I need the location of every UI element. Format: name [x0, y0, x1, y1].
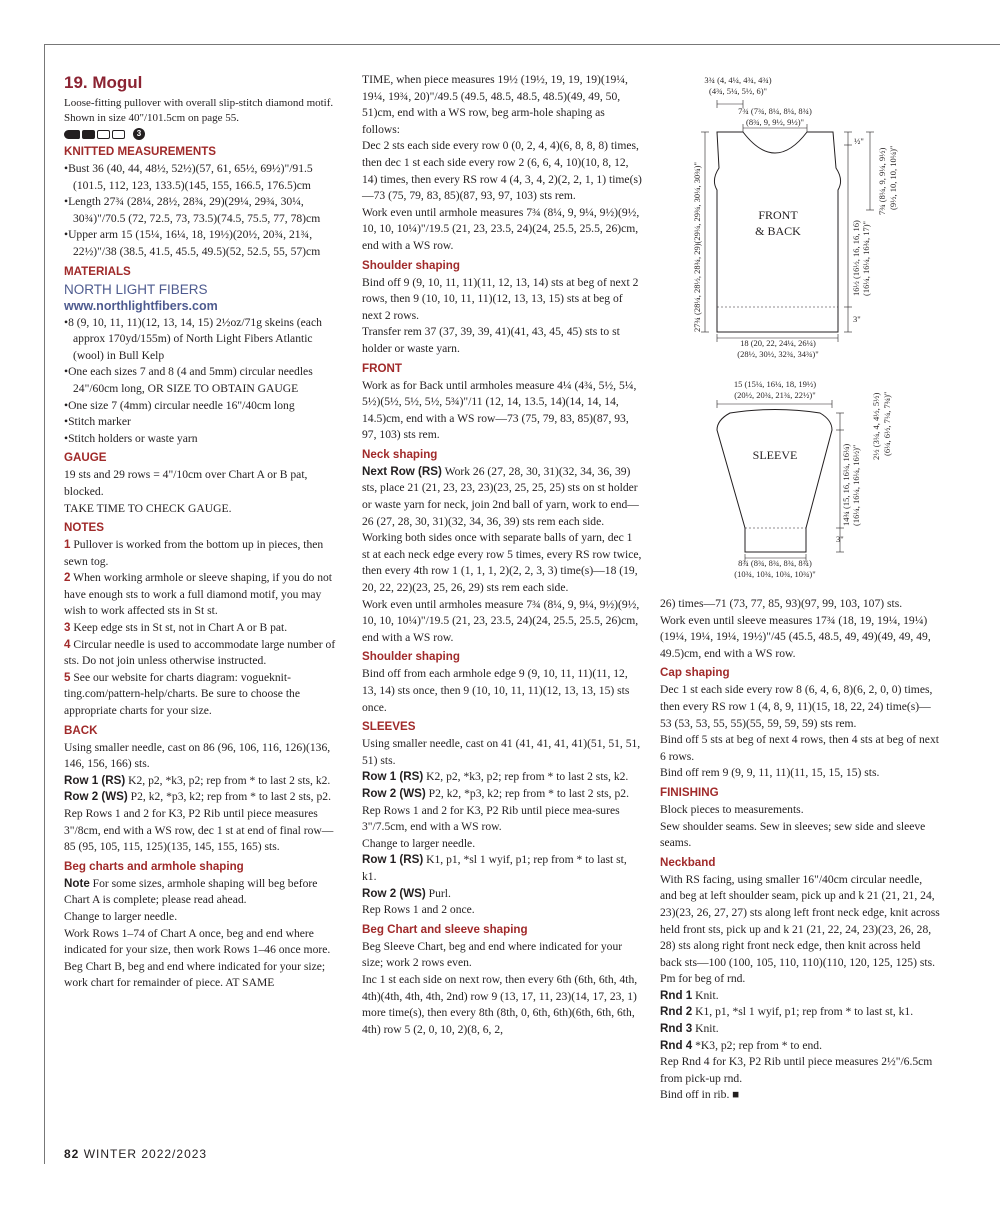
skill-pip-icon — [112, 130, 125, 139]
neck-width-1: 7¾ (7¾, 8¼, 8¼, 8¾) — [738, 106, 812, 116]
page-frame-left — [44, 44, 45, 1164]
sleeve-rep-rows: Rep Rows 1 and 2 once. — [362, 903, 475, 917]
section-heading-back: BACK — [64, 723, 98, 737]
sleeve-schematic — [717, 400, 844, 562]
neckband-bind-off: Bind off in rib. ■ — [660, 1088, 740, 1102]
armhole-decreases: Dec 2 sts each side every row 0 (0, 2, 4, 4)(6, 8, 8, 8) times, then dec 1 st each side every row 2 (6, 6, 4, 10)(10, 8, 12, 14) times, then every RS row 4 (4, 3, 4, 2)(2, 2, 1, 1) time(s)—73 (75, 79, 83, 85)(87, 93, 97, 103) sts rem. — [362, 139, 642, 203]
side-2: (16¼, 16¼, 16¾, 17)" — [861, 220, 871, 296]
sleeve-work-even: Work even until sleeve measures 17¾ (18, 19, 19¼, 19¼)(19¼, 19¼, 19¼, 19½)"/45 (45.5, 48.5, 49, 49)(49, 49, 49, 49.5)cm, end with a WS row. — [660, 613, 931, 660]
length-label: 27¾ (28¼, 28½, 28¾, 29)(29¼, 29¾, 30¼, 30¾)" — [692, 162, 702, 332]
note-text: Pullover is worked from the bottom up in pieces, then sewn tog. — [64, 538, 324, 568]
neckband-rnd-4: Rnd 4 *K3, p2; rep from * to end. — [660, 1038, 822, 1052]
cuff-1: 8¾ (8¾, 8¾, 8¾, 8¾) — [738, 558, 812, 568]
note-number: 3 — [64, 621, 71, 635]
neck-drop: ½" — [854, 136, 864, 146]
beg-charts-p2: Work Rows 1–74 of Chart A once, beg and end where indicated for your size, then work Rows 1–46 once more. — [64, 926, 331, 957]
shoulder-top-1: 3¾ (4, 4¼, 4¾, 4¾) — [704, 75, 772, 85]
page-frame-top — [44, 44, 1000, 45]
section-heading-finishing: FINISHING — [660, 785, 719, 799]
gauge-check: TAKE TIME TO CHECK GAUGE. — [64, 501, 232, 515]
front-text: Work as for Back until armholes measure 4¼ (4¾, 5½, 5¼, 5½)(5½, 5½, 5½, 5¾)"/11 (12, 14, 13.5, 14)(14, 14, 14, 14.5)cm, end with a WS row—73 (75, 79, 83, 85)(87, 93, 97, 103) sts rem. — [362, 378, 637, 442]
back-label: & BACK — [755, 224, 801, 238]
armhole-timing: TIME, when piece measures 19½ (19½, 19, 19, 19)(19¼, 19¼, 19¾, 20)"/49.5 (49.5, 48.5, 48.5, 48.5)(49, 49, 50, 51)cm, end with a WS row, beg arm-hole shaping as follows: — [362, 73, 628, 136]
section-heading-front: FRONT — [362, 361, 402, 375]
sleeve-rib: Rep Rows 1 and 2 for K3, P2 Rib until piece mea-sures 3"/7.5cm, end with a WS row. — [362, 803, 620, 834]
neck-next-row: Next Row (RS) Work 26 (27, 28, 30, 31)(32, 34, 36, 39) sts, place 21 (21, 23, 23, 23)(23, 25, 25, 25) sts on st holder or waste yarn for neck, join 2nd ball of yarn, work to end—26 (27, 28, 30, 31)(32, 34, 36, 39) sts rem each side. — [362, 464, 639, 528]
list-item: • One size 7 (4mm) circular needle 16"/40cm long — [64, 398, 344, 415]
materials-list — [64, 315, 344, 448]
cap-decreases: Dec 1 st each side every row 8 (6, 4, 6, 8)(6, 2, 0, 0) times, then every RS row 1 (4, 8, 9, 11)(15, 18, 22, 24) time(s)—53 (53, 53, 55, 55)(55, 59, 59, 59) sts rem. — [660, 683, 933, 730]
pattern-title: 19. Mogul — [64, 73, 143, 92]
column-1 — [64, 72, 344, 992]
section-heading-sleeve-chart: Beg Chart and sleeve shaping — [362, 922, 528, 936]
sleeve-chart-beg: Beg Sleeve Chart, beg and end where indicated for your size; work 2 rows even. — [362, 939, 623, 970]
sleeve-length-1: 14¾ (15, 16, 16¼, 16¼) — [841, 443, 851, 526]
section-heading-notes: NOTES — [64, 521, 104, 535]
note-item — [64, 537, 344, 570]
sleeve-row-2b: Row 2 (WS) Purl. — [362, 886, 451, 900]
shoulder-transfer: Transfer rem 37 (37, 39, 39, 41)(41, 43, 45, 45) sts to st holder or waste yarn. — [362, 325, 620, 355]
list-item: • Bust 36 (40, 44, 48½, 52½)(57, 61, 65½, 69½)"/91.5 (101.5, 112, 123, 133.5)(145, 155, 166.5, 176.5)cm — [64, 161, 344, 194]
section-heading-neck: Neck shaping — [362, 447, 438, 461]
skill-pip-icon — [82, 130, 95, 139]
note-text: When working armhole or sleeve shaping, if you do not have enough sts to work a full diamond motif, you may wish to work affected sts in St st. — [64, 571, 333, 618]
pattern-subtitle: Loose-fitting pullover with overall slip-stitch diamond motif. Shown in size 40"/101.5cm on page 55. — [64, 97, 334, 124]
sleeve-change-needle: Change to larger needle. — [362, 836, 476, 850]
width-1: 18 (20, 22, 24¼, 26¼) — [740, 338, 816, 348]
section-heading-knitted-measurements: KNITTED MEASUREMENTS — [64, 145, 217, 158]
note-text: Keep edge sts in St st, not in Chart A or B pat. — [70, 621, 288, 635]
cap-2: (6¼, 6½, 7¼, 7¾)" — [882, 391, 892, 456]
note-item — [64, 570, 344, 620]
sleeve-chart-inc: Inc 1 st each side on next row, then every 6th (6th, 6th, 4th, 4th)(4th, 4th, 4th, 2nd) row 9 (13, 17, 11, 23)(14, 17, 23, 1) more time(s), then every 8th (8th, 0, 6th, 6th)(6th, 6th, 6th, 4th) row 5 (2, 0, 10, 2)(8, 6, 2, — [362, 972, 638, 1036]
list-item: • Upper arm 15 (15¼, 16¼, 18, 19½)(20½, 20¾, 21¾, 22½)"/38 (38.5, 41.5, 45.5, 49.5)(52, 52.5, 55, 57)cm — [64, 227, 344, 260]
column-2 — [362, 72, 642, 1038]
sleeve-inc-end: 26) times—71 (73, 77, 85, 93)(97, 99, 103, 107) sts. — [660, 597, 903, 610]
sleeve-top-2: (20½, 20¾, 21¾, 22½)" — [734, 390, 816, 400]
neckband-rnd-1: Rnd 1 Knit. — [660, 988, 719, 1002]
sleeve-row-1b: Row 1 (RS) K1, p1, *sl 1 wyif, p1; rep from * to last st, k1. — [362, 853, 627, 883]
sleeve-row-2: Row 2 (WS) P2, k2, *p3, k2; rep from * to last 2 sts, p2. — [362, 786, 629, 800]
issue-name: WINTER 2022/2023 — [83, 1147, 208, 1161]
yarn-weight-icon: 3 — [133, 128, 145, 140]
cuff-2: (10¾, 10¾, 10¾, 10¾)" — [734, 569, 816, 579]
schematic-diagrams — [660, 70, 960, 590]
neck-decreases: Working both sides once with separate balls of yarn, dec 1 st at each neck edge every row 5 times, every RS row twice, then every 4th row 1 (1, 1, 1, 2)(2, 2, 3, 3) time(s)—18 (19, 20, 22, 22)(23, 25, 26, 29) sts rem each side. — [362, 531, 642, 595]
note-text: See our website for charts diagram: vogueknit-ting.com/pattern-help/charts. Be sure to choose the appropriate charts for your size. — [64, 670, 300, 718]
skill-pip-icon — [64, 130, 80, 139]
back-cast-on: Using smaller needle, cast on 86 (96, 106, 116, 126)(136, 146, 156, 166) sts. — [64, 740, 331, 771]
sleeve-length-2: (16¼, 16¼, 16¼, 16½)" — [851, 444, 861, 526]
finishing-sew: Sew shoulder seams. Sew in sleeves; sew side and sleeve seams. — [660, 819, 926, 850]
list-item: • Stitch marker — [64, 414, 344, 431]
skill-level-indicator — [64, 127, 344, 141]
sleeve-cast-on: Using smaller needle, cast on 41 (41, 41, 41, 41)(51, 51, 51, 51) sts. — [362, 737, 641, 767]
note-number: 1 — [64, 538, 71, 552]
shoulder-top-2: (4¾, 5¼, 5½, 6)" — [708, 86, 768, 96]
rib-depth: 3" — [853, 314, 861, 324]
neckband-rnd-3: Rnd 3 Knit. — [660, 1022, 719, 1036]
width-2: (28½, 30½, 32¾, 34¾)" — [737, 349, 819, 359]
list-item: • 8 (9, 10, 11, 11)(12, 13, 14, 15) 2½oz/71g skeins (each approx 170yd/155m) of North Light Fibers Atlantic (wool) in Bull Kelp — [64, 315, 344, 365]
list-item: • One each sizes 7 and 8 (4 and 5mm) circular needles 24"/60cm long, OR SIZE TO OBTAIN GAUGE — [64, 364, 344, 397]
neckband-rep: Rep Rnd 4 for K3, P2 Rib until piece measures 2½"/6.5cm from pick-up rnd. — [660, 1055, 933, 1085]
note-item — [64, 670, 344, 720]
note-item — [64, 620, 344, 637]
sleeve-top-1: 15 (15¼, 16¼, 18, 19½) — [733, 379, 817, 389]
measurements-list — [64, 161, 344, 261]
skill-pip-icon — [97, 130, 110, 139]
note-number: 4 — [64, 637, 71, 651]
section-heading-front-shoulder: Shoulder shaping — [362, 650, 460, 664]
note-number: 5 — [64, 670, 71, 684]
note-item — [64, 637, 344, 670]
armhole-work-even: Work even until armhole measures 7¾ (8¼, 9, 9¼, 9½)(9½, 10, 10, 10¼)"/19.5 (21, 23, 23.5, 24)(24, 25.5, 25.5, 26)cm, end with a WS row. — [362, 205, 640, 252]
list-item: • Length 27¾ (28¼, 28½, 28¾, 29)(29¼, 29¾, 30¼, 30¾)"/70.5 (72, 72.5, 73, 73.5)(74.5, 75.5, 77, 78)cm — [64, 194, 344, 227]
cap-1: 2½ (3¼, 4, 4½, 5½) — [871, 392, 881, 460]
section-heading-shoulder: Shoulder shaping — [362, 258, 460, 272]
column-3 — [660, 596, 940, 1104]
cap-bind-off: Bind off 5 sts at beg of next 4 rows, then 4 sts at beg of next 6 rows. — [660, 733, 939, 763]
front-shoulder-bind-off: Bind off from each armhole edge 9 (9, 10, 11, 11)(11, 12, 13, 14) sts once, then 9 (10, 10, 11, 11)(12, 13, 13, 15) sts once. — [362, 667, 630, 714]
section-heading-beg-charts: Beg charts and armhole shaping — [64, 859, 244, 873]
armhole-1: 7¾ (8¼, 9, 9¼, 9½) — [877, 147, 887, 215]
page-number: 82 — [64, 1147, 80, 1161]
sleeve-label: SLEEVE — [752, 448, 798, 462]
front-label: FRONT — [758, 208, 798, 222]
sleeve-row-1: Row 1 (RS) K2, p2, *k3, p2; rep from * to last 2 sts, k2. — [362, 770, 629, 784]
neck-work-even: Work even until armholes measure 7¾ (8¼, 9, 9¼, 9½)(9½, 10, 10, 10¼)"/19.5 (21, 23, 23.5, 24)(24, 25.5, 25.5, 26)cm, end with a WS row. — [362, 597, 640, 644]
brand-url-link[interactable]: www.northlightfibers.com — [64, 298, 218, 313]
neckband-pickup: With RS facing, using smaller 16"/40cm circular needle, and beg at left shoulder seam, pick up and k 21 (21, 21, 24, 23)(23, 26, 27, 27) sts along left front neck edge, knit across held front sts, pick up and k 21 (21, 22, 24, 23)(23, 26, 28, 28) sts along right front neck edge, then knit across held back sts—100 (100, 105, 110, 110)(110, 120, 125, 125) sts. Pm for beg of rnd. — [660, 872, 940, 986]
shoulder-bind-off: Bind off 9 (9, 10, 11, 11)(11, 12, 13, 14) sts at beg of next 2 rows, then 9 (10, 10, 11, 11)(12, 13, 13, 15) sts at beg of next 2 rows. — [362, 275, 639, 322]
list-item: • Stitch holders or waste yarn — [64, 431, 344, 448]
beg-charts-note: Note For some sizes, armhole shaping will beg before Chart A is complete; please read ahead. — [64, 876, 318, 907]
gauge-text: 19 sts and 29 rows = 4"/10cm over Chart A or B pat, blocked. — [64, 468, 308, 498]
page-footer — [64, 1147, 207, 1161]
sleeve-rib: 3" — [836, 534, 844, 544]
note-number: 2 — [64, 571, 71, 585]
neck-width-2: (8¾, 9, 9½, 9½)" — [745, 117, 805, 127]
back-row-1: Row 1 (RS) K2, p2, *k3, p2; rep from * to last 2 sts, k2. — [64, 773, 331, 787]
note-text: Circular needle is used to accommodate large number of sts. Do not join unless otherwise instructed. — [64, 637, 336, 668]
beg-charts-p1: Change to larger needle. — [64, 909, 178, 923]
back-row-2: Row 2 (WS) P2, k2, *p3, k2; rep from * to last 2 sts, p2. — [64, 790, 331, 804]
section-heading-neckband: Neckband — [660, 855, 716, 869]
section-heading-cap: Cap shaping — [660, 666, 730, 680]
neckband-rnd-2: Rnd 2 K1, p1, *sl 1 wyif, p1; rep from * to last st, k1. — [660, 1005, 914, 1019]
yarn-brand: NORTH LIGHT FIBERS — [64, 281, 208, 297]
section-heading-sleeves: SLEEVES — [362, 720, 416, 734]
back-rib: Rep Rows 1 and 2 for K3, P2 Rib until piece measures 3"/8cm, end with a WS row, dec 1 st at end of final row—85 (95, 105, 115, 125)(135, 145, 155, 165) sts. — [64, 807, 334, 854]
cap-bind-off-rem: Bind off rem 9 (9, 9, 11, 11)(11, 15, 15, 15) sts. — [660, 766, 880, 780]
finishing-block: Block pieces to measurements. — [660, 802, 804, 816]
beg-charts-p3: Beg Chart B, beg and end where indicated for your size; work chart for remainder of piece. AT SAME — [64, 959, 326, 990]
section-heading-gauge: GAUGE — [64, 451, 107, 465]
armhole-2: (9½, 10, 10, 10¼)" — [888, 145, 898, 210]
section-heading-materials: MATERIALS — [64, 264, 131, 278]
side-1: 16½ (16½, 16, 16, 16) — [851, 220, 861, 296]
